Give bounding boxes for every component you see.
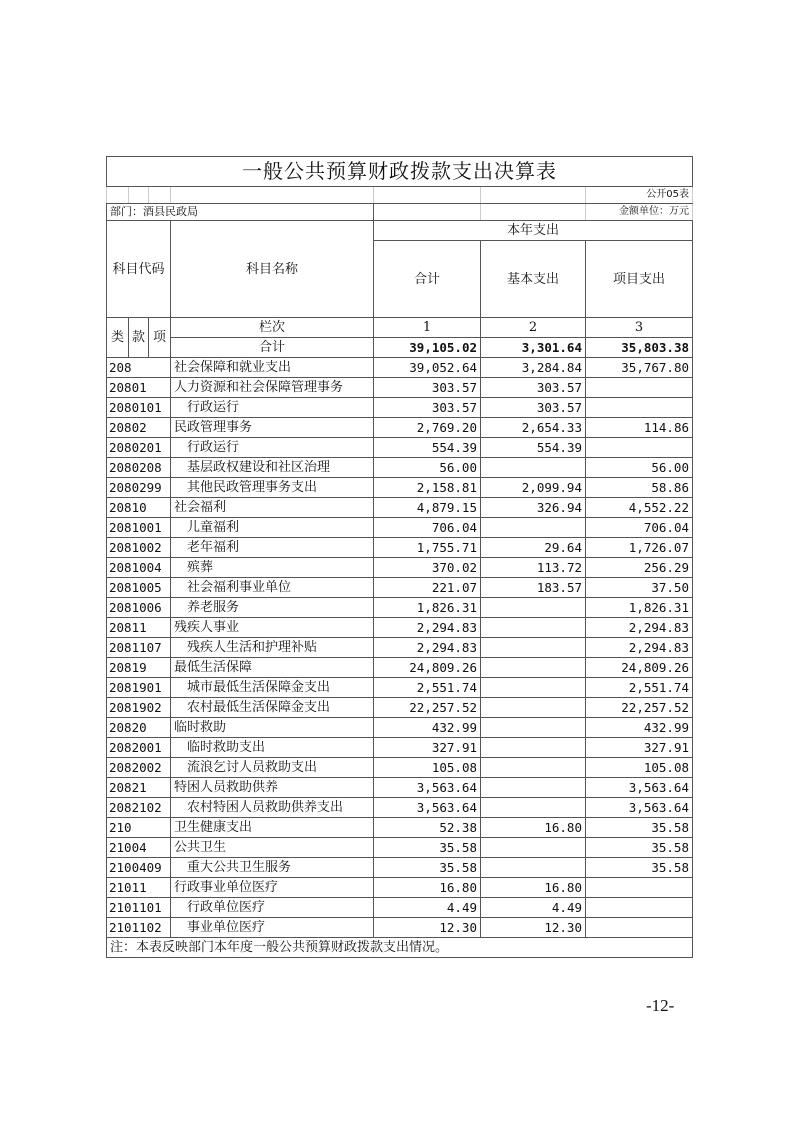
project-header: 项目支出 [586, 241, 693, 318]
col-index-3: 3 [586, 318, 693, 338]
row-total: 303.57 [374, 378, 481, 398]
row-basic [481, 658, 586, 678]
table-row [107, 818, 693, 838]
table-row [107, 918, 693, 938]
row-code: 2082102 [107, 798, 171, 818]
table-row [107, 678, 693, 698]
lei-header: 类 [107, 318, 129, 358]
row-code: 2081006 [107, 598, 171, 618]
table-row [107, 598, 693, 618]
row-code: 20821 [107, 778, 171, 798]
row-basic [481, 858, 586, 878]
row-basic: 303.57 [481, 398, 586, 418]
summary-total: 39,105.02 [374, 338, 481, 358]
row-name: 城市最低生活保障金支出 [171, 678, 374, 698]
row-basic [481, 618, 586, 638]
row-total: 432.99 [374, 718, 481, 738]
row-code: 20802 [107, 418, 171, 438]
row-total: 3,563.64 [374, 798, 481, 818]
row-total: 22,257.52 [374, 698, 481, 718]
row-project: 56.00 [586, 458, 693, 478]
row-basic [481, 798, 586, 818]
row-basic: 16.80 [481, 878, 586, 898]
row-name: 最低生活保障 [171, 658, 374, 678]
row-basic [481, 718, 586, 738]
row-basic [481, 838, 586, 858]
row-total: 221.07 [374, 578, 481, 598]
column-index-label: 栏次 [171, 318, 374, 338]
row-project: 1,826.31 [586, 598, 693, 618]
row-total: 2,158.81 [374, 478, 481, 498]
row-name: 重大公共卫生服务 [171, 858, 374, 878]
col-index-2: 2 [481, 318, 586, 338]
note-row [107, 938, 693, 958]
row-total: 2,769.20 [374, 418, 481, 438]
row-code: 2081902 [107, 698, 171, 718]
row-basic [481, 738, 586, 758]
row-code: 20820 [107, 718, 171, 738]
row-total: 52.38 [374, 818, 481, 838]
department-row [107, 204, 693, 221]
table-row [107, 658, 693, 678]
table-row [107, 558, 693, 578]
total-header: 合计 [374, 241, 481, 318]
row-code: 2082002 [107, 758, 171, 778]
table-row [107, 518, 693, 538]
row-project: 58.86 [586, 478, 693, 498]
table-row [107, 738, 693, 758]
table-row [107, 498, 693, 518]
row-basic: 113.72 [481, 558, 586, 578]
row-total: 2,294.83 [374, 618, 481, 638]
row-code: 2081005 [107, 578, 171, 598]
row-code: 2081002 [107, 538, 171, 558]
row-code: 210 [107, 818, 171, 838]
row-name: 农村特困人员救助供养支出 [171, 798, 374, 818]
table-row [107, 778, 693, 798]
row-code: 21004 [107, 838, 171, 858]
table-row [107, 698, 693, 718]
expenditure-table [106, 156, 693, 958]
row-project: 256.29 [586, 558, 693, 578]
row-code: 2080299 [107, 478, 171, 498]
row-project: 706.04 [586, 518, 693, 538]
row-total: 303.57 [374, 398, 481, 418]
row-total: 24,809.26 [374, 658, 481, 678]
title-row [107, 157, 693, 187]
row-project: 35.58 [586, 858, 693, 878]
row-basic [481, 698, 586, 718]
row-name: 养老服务 [171, 598, 374, 618]
row-project: 35.58 [586, 838, 693, 858]
row-code: 20810 [107, 498, 171, 518]
row-basic: 3,284.84 [481, 358, 586, 378]
row-name: 残疾人事业 [171, 618, 374, 638]
row-basic: 554.39 [481, 438, 586, 458]
table-row [107, 718, 693, 738]
row-project [586, 898, 693, 918]
row-project [586, 878, 693, 898]
row-total: 105.08 [374, 758, 481, 778]
row-name: 人力资源和社会保障管理事务 [171, 378, 374, 398]
row-name: 事业单位医疗 [171, 918, 374, 938]
row-total: 35.58 [374, 858, 481, 878]
row-basic [481, 758, 586, 778]
row-name: 行政运行 [171, 438, 374, 458]
table-row [107, 458, 693, 478]
col-index-1: 1 [374, 318, 481, 338]
row-basic: 12.30 [481, 918, 586, 938]
row-code: 2081901 [107, 678, 171, 698]
table-row [107, 898, 693, 918]
table-note: 注：本表反映部门本年度一般公共预算财政拨款支出情况。 [107, 938, 693, 958]
form-code: 公开05表 [586, 187, 693, 204]
row-code: 2101101 [107, 898, 171, 918]
row-code: 20801 [107, 378, 171, 398]
row-name: 社会保障和就业支出 [171, 358, 374, 378]
row-total: 2,294.83 [374, 638, 481, 658]
table-title: 一般公共预算财政拨款支出决算表 [107, 157, 693, 187]
row-project: 35.58 [586, 818, 693, 838]
row-project: 1,726.07 [586, 538, 693, 558]
row-name: 殡葬 [171, 558, 374, 578]
row-basic: 16.80 [481, 818, 586, 838]
row-basic: 303.57 [481, 378, 586, 398]
row-total: 1,755.71 [374, 538, 481, 558]
row-code: 2082001 [107, 738, 171, 758]
row-total: 2,551.74 [374, 678, 481, 698]
row-name: 流浪乞讨人员救助支出 [171, 758, 374, 778]
row-project: 2,294.83 [586, 618, 693, 638]
row-project: 37.50 [586, 578, 693, 598]
row-name: 临时救助支出 [171, 738, 374, 758]
row-code: 2080208 [107, 458, 171, 478]
row-total: 56.00 [374, 458, 481, 478]
row-total: 327.91 [374, 738, 481, 758]
page-number: -12- [646, 996, 675, 1015]
table-row [107, 578, 693, 598]
row-project: 3,563.64 [586, 778, 693, 798]
row-name: 公共卫生 [171, 838, 374, 858]
row-basic [481, 638, 586, 658]
row-code: 20819 [107, 658, 171, 678]
row-name: 卫生健康支出 [171, 818, 374, 838]
row-code: 2081004 [107, 558, 171, 578]
row-name: 民政管理事务 [171, 418, 374, 438]
row-code: 21011 [107, 878, 171, 898]
row-project [586, 378, 693, 398]
table-row [107, 358, 693, 378]
row-project [586, 398, 693, 418]
table-row [107, 398, 693, 418]
unit-label: 金额单位：万元 [586, 204, 693, 221]
row-total: 35.58 [374, 838, 481, 858]
row-name: 儿童福利 [171, 518, 374, 538]
row-total: 370.02 [374, 558, 481, 578]
row-basic [481, 458, 586, 478]
table-row [107, 638, 693, 658]
row-project: 2,294.83 [586, 638, 693, 658]
row-total: 3,563.64 [374, 778, 481, 798]
row-basic [481, 598, 586, 618]
current-year-header: 本年支出 [374, 221, 693, 241]
row-project: 432.99 [586, 718, 693, 738]
table-row [107, 538, 693, 558]
row-code: 2081001 [107, 518, 171, 538]
row-total: 554.39 [374, 438, 481, 458]
table-row [107, 478, 693, 498]
row-name: 行政单位医疗 [171, 898, 374, 918]
summary-project: 35,803.38 [586, 338, 693, 358]
table-row [107, 798, 693, 818]
row-name: 特困人员救助供养 [171, 778, 374, 798]
table-row [107, 378, 693, 398]
table-row [107, 418, 693, 438]
department-label: 部门：酒县民政局 [107, 204, 374, 221]
row-basic [481, 678, 586, 698]
row-total: 39,052.64 [374, 358, 481, 378]
row-basic [481, 778, 586, 798]
row-name: 临时救助 [171, 718, 374, 738]
row-total: 4,879.15 [374, 498, 481, 518]
row-code: 2081107 [107, 638, 171, 658]
table-row [107, 838, 693, 858]
row-name: 其他民政管理事务支出 [171, 478, 374, 498]
table-row [107, 858, 693, 878]
form-code-row [107, 187, 693, 204]
row-project: 35,767.80 [586, 358, 693, 378]
row-project: 2,551.74 [586, 678, 693, 698]
subject-name-header: 科目名称 [171, 221, 374, 318]
table-row [107, 878, 693, 898]
row-project: 114.86 [586, 418, 693, 438]
table-row [107, 438, 693, 458]
table-row [107, 758, 693, 778]
row-code: 2080201 [107, 438, 171, 458]
row-project: 327.91 [586, 738, 693, 758]
table-row [107, 618, 693, 638]
row-code: 2101102 [107, 918, 171, 938]
row-total: 4.49 [374, 898, 481, 918]
row-name: 残疾人生活和护理补贴 [171, 638, 374, 658]
budget-expenditure-sheet [106, 156, 692, 958]
summary-basic: 3,301.64 [481, 338, 586, 358]
row-basic: 4.49 [481, 898, 586, 918]
summary-label: 合计 [171, 338, 374, 358]
xiang-header: 项 [149, 318, 171, 358]
row-code: 208 [107, 358, 171, 378]
row-name: 行政事业单位医疗 [171, 878, 374, 898]
row-basic: 29.64 [481, 538, 586, 558]
subject-code-header: 科目代码 [107, 221, 171, 318]
row-name: 基层政权建设和社区治理 [171, 458, 374, 478]
row-total: 16.80 [374, 878, 481, 898]
row-name: 行政运行 [171, 398, 374, 418]
row-project: 24,809.26 [586, 658, 693, 678]
row-basic: 326.94 [481, 498, 586, 518]
row-basic: 2,654.33 [481, 418, 586, 438]
column-index-row [107, 318, 693, 338]
row-code: 20811 [107, 618, 171, 638]
row-basic: 2,099.94 [481, 478, 586, 498]
row-project: 105.08 [586, 758, 693, 778]
row-code: 2100409 [107, 858, 171, 878]
row-project: 22,257.52 [586, 698, 693, 718]
row-name: 社会福利事业单位 [171, 578, 374, 598]
kuan-header: 款 [129, 318, 149, 358]
header-row-1 [107, 221, 693, 241]
row-basic: 183.57 [481, 578, 586, 598]
row-total: 12.30 [374, 918, 481, 938]
row-total: 1,826.31 [374, 598, 481, 618]
row-name: 社会福利 [171, 498, 374, 518]
row-basic [481, 518, 586, 538]
row-project [586, 438, 693, 458]
row-project: 4,552.22 [586, 498, 693, 518]
row-name: 老年福利 [171, 538, 374, 558]
row-project [586, 918, 693, 938]
row-total: 706.04 [374, 518, 481, 538]
row-name: 农村最低生活保障金支出 [171, 698, 374, 718]
row-project: 3,563.64 [586, 798, 693, 818]
summary-row [107, 338, 693, 358]
row-code: 2080101 [107, 398, 171, 418]
basic-header: 基本支出 [481, 241, 586, 318]
